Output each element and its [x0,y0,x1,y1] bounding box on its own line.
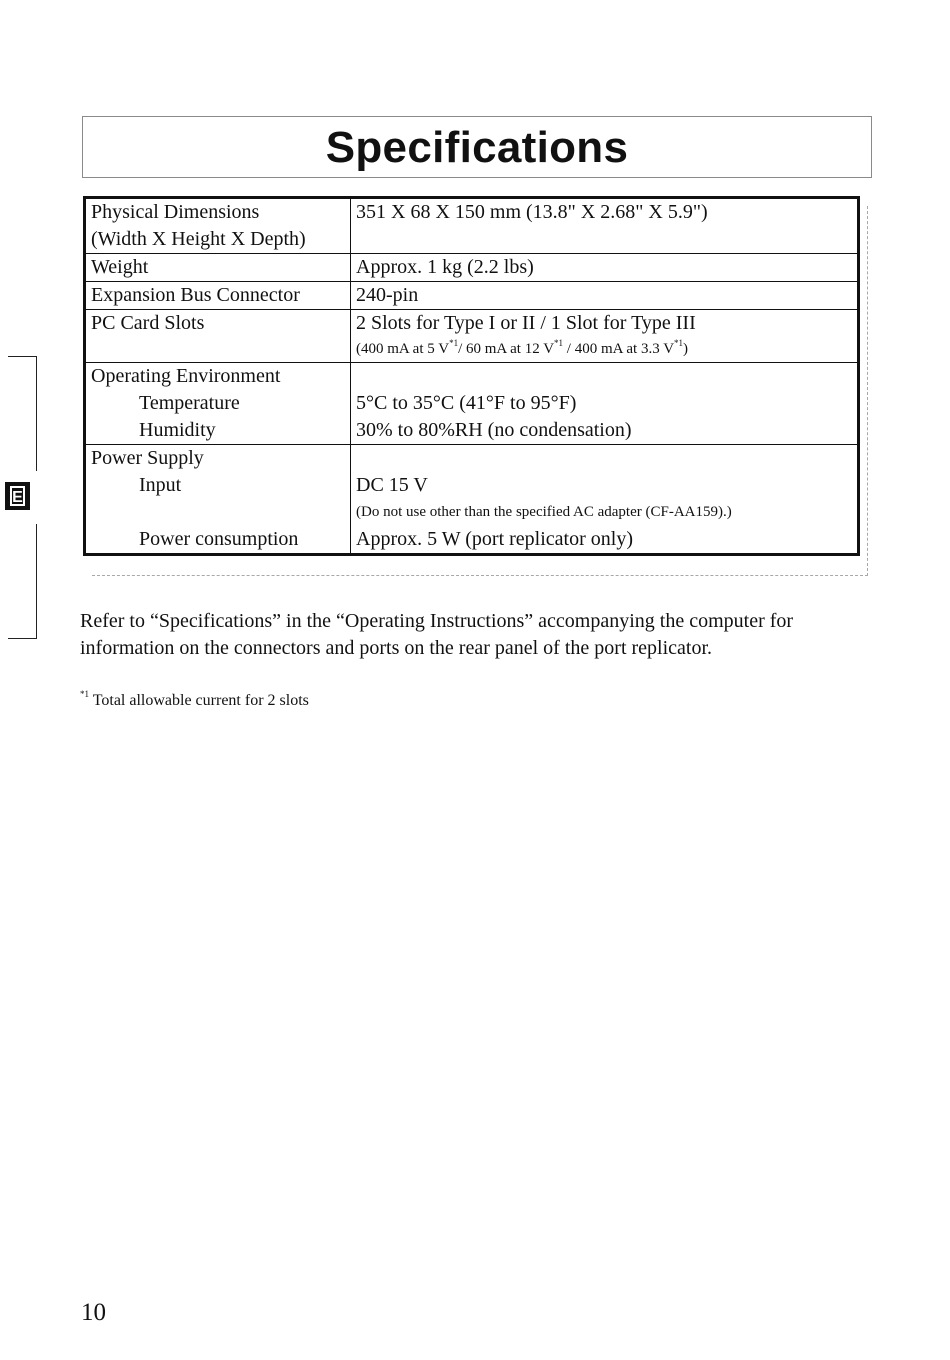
spec-label [85,445,351,555]
page-title: Specifications [325,123,629,172]
footnote-mark: *1 [554,338,564,348]
side-bracket-bottom [8,524,37,639]
temperature-label: Temperature [139,392,240,414]
spec-label [85,198,351,254]
section-tab-e [5,482,30,510]
footnote-mark: *1 [80,688,89,699]
input-value: DC 15 V [356,474,428,496]
note-part: (400 mA at 5 V [356,341,450,357]
table-row [85,282,859,310]
spec-value [351,310,859,363]
power-consumption-label: Power consumption [139,528,299,550]
bus-connector-value: 240-pin [351,282,859,310]
note-part: ) [683,341,689,357]
pc-card-value: 2 Slots for Type I or II / 1 Slot for Type III [356,312,696,334]
temperature-value: 5°C to 35°C (41°F to 95°F) [356,392,577,414]
spec-value [351,363,859,445]
reference-paragraph: Refer to “Specifications” in the “Operating Instructions” accompanying the computer for information on the connectors and ports on the rear panel of the port replicator. [80,610,794,659]
title-box [82,116,872,178]
footnote-mark: *1 [449,338,459,348]
physical-dimensions-label: Physical Dimensions [91,201,260,223]
environment-label: Operating Environment [91,365,281,387]
note-part: / 400 mA at 3.3 V [563,341,675,357]
section-tab-letter: E [10,486,25,506]
power-consumption-value: Approx. 5 W (port replicator only) [356,528,633,550]
spec-value [351,445,859,555]
pc-card-current-note [356,337,852,362]
footnote-text: Total allowable current for 2 slots [89,692,309,709]
pc-card-label: PC Card Slots [85,310,351,363]
side-bracket-top [8,356,37,471]
physical-dimensions-sublabel: (Width X Height X Depth) [91,228,306,250]
footnote [80,690,309,712]
footnote-mark: *1 [674,338,684,348]
spec-label [85,363,351,445]
power-supply-label: Power Supply [91,447,204,469]
note-part: / 60 mA at 12 V [458,341,555,357]
page-number: 10 [81,1299,106,1326]
input-note: (Do not use other than the specified AC adapter (CF-AA159).) [356,504,732,520]
weight-value: Approx. 1 kg (2.2 lbs) [351,254,859,282]
humidity-value: 30% to 80%RH (no condensation) [356,419,632,441]
table-row [85,198,859,254]
table-row [85,445,859,555]
bus-connector-label: Expansion Bus Connector [85,282,351,310]
humidity-label: Humidity [139,419,216,441]
table-row [85,310,859,363]
input-label: Input [139,474,182,496]
table-row [85,254,859,282]
spec-value [351,198,859,254]
weight-label: Weight [85,254,351,282]
table-row [85,363,859,445]
specifications-table [83,196,860,556]
physical-dimensions-value: 351 X 68 X 150 mm (13.8" X 2.68" X 5.9") [356,201,708,223]
